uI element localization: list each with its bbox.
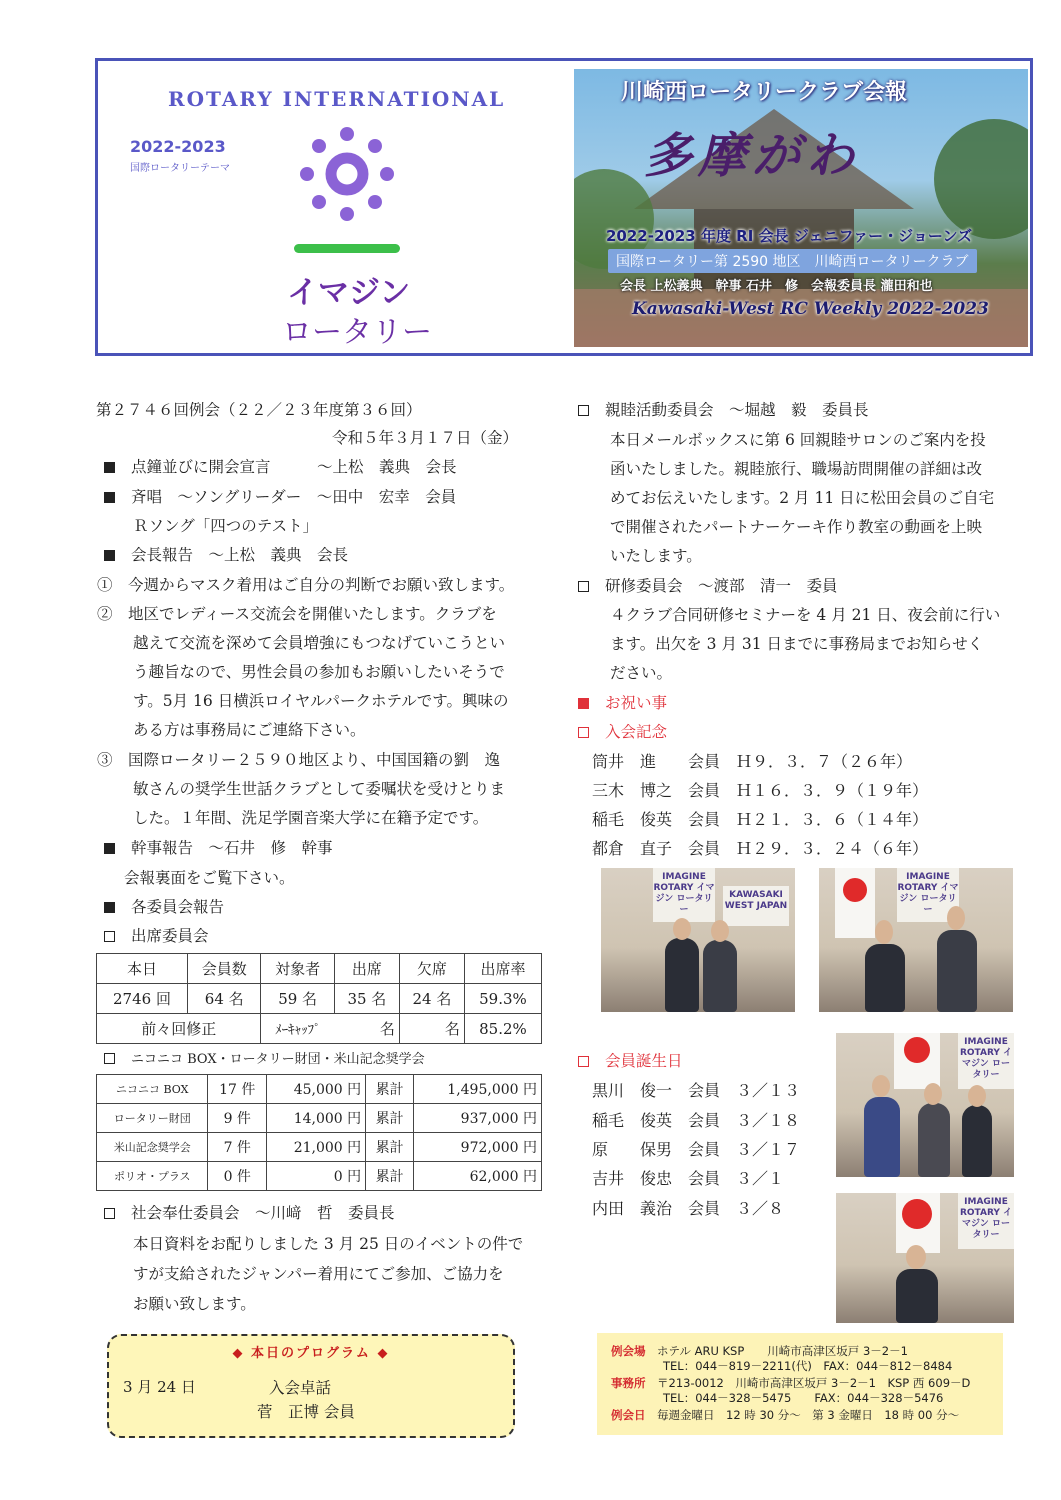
photo-member-single: IMAGINE ROTARY イマジン ロータリー [836, 1193, 1014, 1323]
fund-table [96, 1074, 542, 1191]
program-talk: 入会卓話 [269, 1379, 332, 1397]
report-line: ４クラブ合同研修セミナーを 4 月 21 日、夜会前に行い [610, 606, 1001, 624]
checkbox-icon [104, 1208, 115, 1219]
office-row: 事務所 〒213-0012 川崎市高津区坂戸 3－2－1 KSP 西 609－D [611, 1376, 971, 1390]
table-header: 本日 [97, 954, 188, 984]
table-header: 欠席 [399, 954, 464, 984]
theme-imagine: イマジン [287, 275, 411, 311]
header-photo-panel [574, 69, 1028, 347]
checkbox-icon [578, 1056, 589, 1067]
table-cell: ニコニコ BOX [97, 1075, 208, 1104]
report-line: いたします。 [610, 547, 702, 565]
bullet-icon [104, 843, 115, 854]
table-cell: 名 [334, 1014, 399, 1044]
anniversary-heading: 入会記念 [578, 720, 667, 742]
table-cell: 米山記念奨学会 [97, 1133, 208, 1162]
bullet-icon [104, 550, 115, 561]
report-line: 敏さんの奨学生世話クラブとして委嘱状を受けとりま [133, 780, 506, 798]
bullet-icon [104, 462, 115, 473]
program-speaker: 菅 正博 会員 [257, 1403, 355, 1421]
table-cell: 累計 [366, 1075, 414, 1104]
table-cell: 累計 [366, 1104, 414, 1133]
committee-heading: 研修委員会 ～渡部 清一 委員 [578, 574, 838, 596]
table-cell: 0 円 [267, 1162, 366, 1191]
bullet-icon [104, 492, 115, 503]
fund-section-title: ニコニコ BOX・ロータリー財団・米山記念奨学会 [104, 1048, 425, 1067]
table-cell: 62,000 円 [414, 1162, 542, 1191]
table-cell: 64 名 [188, 984, 261, 1014]
report-line: お願い致します。 [133, 1295, 256, 1313]
list-item: 筒井 進 会員 Ｈ９．３．７（２６年） [592, 752, 913, 771]
attendance-table [96, 953, 542, 1044]
report-line: すが支給されたジャンパー着用にてご参加、ご協力を [133, 1265, 504, 1283]
bulletin-header [95, 58, 1033, 356]
table-cell: 35 名 [334, 984, 399, 1014]
table-header: 対象者 [261, 954, 334, 984]
table-row [97, 984, 542, 1014]
report-line: した。１年間、洗足学園音楽大学に在籍予定です。 [133, 809, 489, 827]
agenda-item: 幹事報告 ～石井 修 幹事 [104, 836, 333, 858]
program-date: 3 月 24 日 [123, 1378, 196, 1396]
report-line: 本日資料をお配りしました 3 月 25 日のイベントの件で [133, 1235, 524, 1253]
report-line: ① 今週からマスク着用はご自分の判断でお願い致します。 [97, 576, 515, 594]
photo-member-pair-1: IMAGINE ROTARY イマジン ロータリー KAWASAKI WEST JAPAN [601, 868, 795, 1012]
list-item: 原 保男 会員 ３／１７ [592, 1140, 801, 1159]
birthday-heading: 会員誕生日 [578, 1049, 683, 1071]
program-title: ◆ 本日のプログラム ◆ [232, 1346, 390, 1361]
agenda-item: 出席委員会 [104, 924, 209, 946]
table-cell: 972,000 円 [414, 1133, 542, 1162]
list-item: 黒川 俊一 会員 ３／１３ [592, 1081, 801, 1100]
contact-footer [597, 1333, 1003, 1435]
rotary-wheel-icon [298, 125, 396, 223]
agenda-text: Ｒソング「四つのテスト」 [133, 517, 319, 535]
venue-row: 例会場 ホテル ARU KSP 川崎市高津区坂戸 3－2－1 [611, 1344, 908, 1358]
table-cell: ﾒｰｷｬｯﾌﾟ [261, 1014, 334, 1044]
report-line: めてお伝えいたします。2 月 11 日に松田会員のご自宅 [610, 489, 995, 507]
checkbox-icon [578, 581, 589, 592]
table-cell: ロータリー財団 [97, 1104, 208, 1133]
report-line: ③ 国際ロータリー２５９０地区より、中国国籍の劉 逸 [97, 751, 501, 769]
ri-year: 2022-2023 [130, 137, 226, 156]
checkbox-icon [578, 727, 589, 738]
agenda-item: 各委員会報告 [104, 895, 224, 917]
theme-divider [294, 244, 400, 253]
table-row [97, 1104, 542, 1133]
office-tel: TEL：044－328－5475 FAX：044－328－5476 [663, 1391, 944, 1405]
report-line: う趣旨なので、男性会員の参加もお願いしたいそうで [133, 663, 505, 681]
meeting-day-row: 例会日 毎週金曜日 12 時 30 分～ 第 3 金曜日 18 時 00 分～ [611, 1408, 960, 1422]
ri-theme-label: 国際ロータリーテーマ [130, 163, 230, 174]
table-cell: 17 件 [208, 1075, 267, 1104]
table-cell: 24 名 [399, 984, 464, 1014]
list-item: 三木 博之 会員 Ｈ１６．３．９（１９年） [592, 781, 929, 800]
ri-theme-panel [98, 61, 574, 353]
club-bulletin-title: 川崎西ロータリークラブ会報 [621, 80, 908, 105]
committee-heading: 社会奉仕委員会 ～川﨑 哲 委員長 [104, 1201, 395, 1223]
list-item: 内田 義治 会員 ３／８ [592, 1199, 785, 1218]
table-row [97, 1162, 542, 1191]
club-officers: 会長 上松義典 幹事 石井 修 会報委員長 瀧田和也 [620, 279, 933, 294]
report-line: す。5月 16 日横浜ロイヤルパークホテルです。興味の [133, 692, 509, 710]
meeting-date: 令和５年３月１７日（金） [332, 429, 519, 447]
agenda-text: 会報裏面をご覧下さい。 [124, 869, 295, 887]
table-header: 出席 [334, 954, 399, 984]
agenda-item: 斉唱 ～ソングリーダー ～田中 宏幸 会員 [104, 485, 456, 507]
table-header: 出席率 [464, 954, 541, 984]
report-line: ださい。 [610, 664, 673, 682]
table-cell: 1,495,000 円 [414, 1075, 542, 1104]
table-cell: 7 件 [208, 1133, 267, 1162]
report-line: 函いたしました。親睦旅行、職場訪問開催の詳細は改 [610, 460, 983, 478]
report-line: で開催されたパートナーケーキ作り教室の動画を上映 [610, 518, 983, 536]
table-row [97, 1133, 542, 1162]
table-cell: 45,000 円 [267, 1075, 366, 1104]
weekly-title: Kawasaki-West RC Weekly 2022-2023 [632, 299, 989, 319]
table-cell: 2746 回 [97, 984, 188, 1014]
celebration-heading: お祝い事 [578, 691, 667, 713]
table-cell: 21,000 円 [267, 1133, 366, 1162]
report-line: 本日メールボックスに第 6 回親睦サロンのご案内を投 [610, 431, 986, 449]
report-line: ある方は事務局にご連絡下さい。 [133, 721, 366, 739]
photo-member-pair-2: IMAGINE ROTARY イマジン ロータリー [819, 868, 1013, 1012]
table-cell: 937,000 円 [414, 1104, 542, 1133]
district-label: 国際ロータリー第 2590 地区 川崎西ロータリークラブ [608, 249, 977, 273]
checkbox-icon [104, 931, 115, 942]
table-header-row [97, 954, 542, 984]
table-row [97, 1014, 542, 1044]
todays-program-box [107, 1334, 515, 1438]
checkbox-icon [578, 405, 589, 416]
table-cell: 14,000 円 [267, 1104, 366, 1133]
table-cell: 累計 [366, 1133, 414, 1162]
agenda-item: 会長報告 ～上松 義典 会長 [104, 543, 348, 565]
report-line: ② 地区でレディース交流会を開催いたします。クラブを [97, 605, 497, 623]
table-cell: 85.2% [464, 1014, 541, 1044]
list-item: 稲毛 俊英 会員 Ｈ２１．３．６（１４年） [592, 810, 929, 829]
bullet-icon [578, 698, 589, 709]
photo-member-trio: IMAGINE ROTARY イマジン ロータリー [836, 1033, 1014, 1177]
list-item: 稲毛 俊英 会員 ３／１８ [592, 1111, 801, 1130]
report-line: ます。出欠を 3 月 31 日までに事務局までお知らせく [610, 635, 984, 653]
committee-heading: 親睦活動委員会 ～堀越 毅 委員長 [578, 398, 869, 420]
table-cell: 0 件 [208, 1162, 267, 1191]
table-cell: 名 [399, 1014, 464, 1044]
report-line: 越えて交流を深めて会員増強にもつなげていこうとい [133, 634, 506, 652]
brush-calligraphy-title: 多摩がわ [644, 128, 861, 184]
table-cell: 前々回修正 [97, 1014, 261, 1044]
ri-title: ROTARY INTERNATIONAL [168, 87, 506, 111]
meeting-number: 第２７４６回例会（２２／２３年度第３６回） [96, 401, 422, 419]
bullet-icon [104, 902, 115, 913]
venue-tel: TEL：044－819－2211(代) FAX：044－812－8484 [663, 1359, 953, 1373]
agenda-item: 点鐘並びに開会宣言 ～上松 義典 会長 [104, 455, 457, 477]
table-cell: 59.3% [464, 984, 541, 1014]
table-cell: 累計 [366, 1162, 414, 1191]
table-header: 会員数 [188, 954, 261, 984]
theme-rotary: ロータリー [282, 315, 432, 350]
ri-president: 2022-2023 年度 RI 会長 ジェニファー・ジョーンズ [606, 227, 973, 245]
table-cell: ポリオ・プラス [97, 1162, 208, 1191]
list-item: 都倉 直子 会員 Ｈ２９．３．２４（６年） [592, 839, 929, 858]
table-cell: 59 名 [261, 984, 334, 1014]
table-cell: 9 件 [208, 1104, 267, 1133]
table-row [97, 1075, 542, 1104]
list-item: 吉井 俊忠 会員 ３／１ [592, 1169, 785, 1188]
checkbox-icon [104, 1053, 115, 1064]
